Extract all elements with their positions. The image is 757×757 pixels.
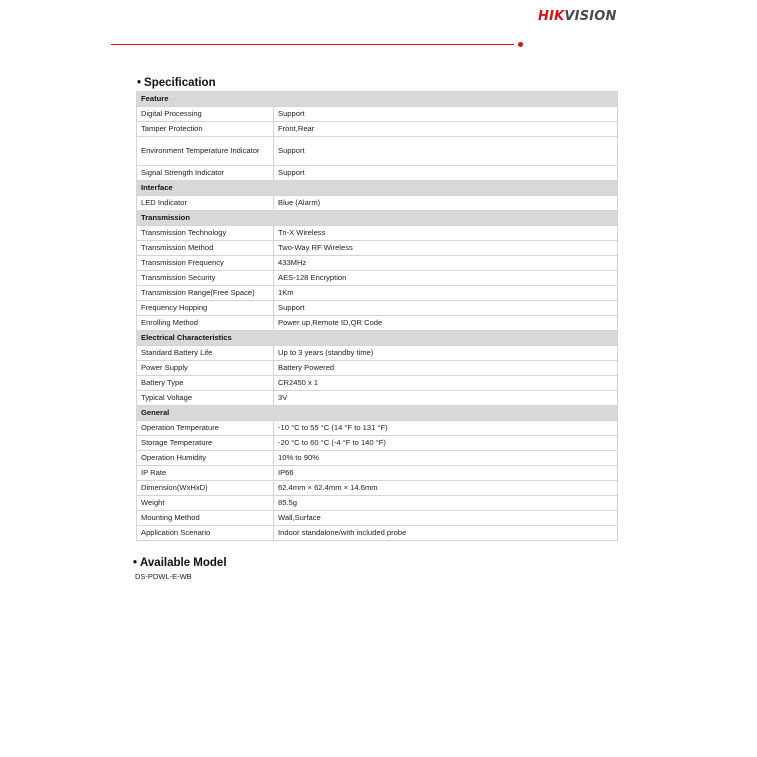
spec-value: Power up,Remote ID,QR Code bbox=[274, 316, 618, 331]
table-row bbox=[137, 346, 618, 361]
spec-label: Weight bbox=[137, 496, 274, 511]
table-row bbox=[137, 226, 618, 241]
spec-value: Support bbox=[274, 166, 618, 181]
table-row bbox=[137, 256, 618, 271]
spec-value: 10% to 90% bbox=[274, 451, 618, 466]
spec-label: Application Scenario bbox=[137, 526, 274, 541]
spec-label: Mounting Method bbox=[137, 511, 274, 526]
table-row bbox=[137, 107, 618, 122]
spec-label: Storage Temperature bbox=[137, 436, 274, 451]
table-row bbox=[137, 481, 618, 496]
spec-value: IP66 bbox=[274, 466, 618, 481]
spec-value: Blue (Alarm) bbox=[274, 196, 618, 211]
spec-value: Support bbox=[274, 301, 618, 316]
table-row bbox=[137, 526, 618, 541]
spec-label: Signal Strength Indicator bbox=[137, 166, 274, 181]
spec-value: Support bbox=[274, 107, 618, 122]
table-row bbox=[137, 511, 618, 526]
spec-value: 433MHz bbox=[274, 256, 618, 271]
spec-label: Digital Processing bbox=[137, 107, 274, 122]
section-header-row bbox=[137, 92, 618, 107]
table-row bbox=[137, 271, 618, 286]
table-row bbox=[137, 361, 618, 376]
table-row bbox=[137, 122, 618, 137]
section-header: Interface bbox=[137, 181, 618, 196]
spec-label: Environment Temperature Indicator bbox=[137, 137, 274, 166]
model-number: DS-PDWL-E-WB bbox=[135, 572, 192, 581]
available-model-heading: • Available Model bbox=[133, 557, 227, 569]
spec-label: Power Supply bbox=[137, 361, 274, 376]
spec-value: Battery Powered bbox=[274, 361, 618, 376]
table-row bbox=[137, 196, 618, 211]
section-header: General bbox=[137, 406, 618, 421]
table-row bbox=[137, 451, 618, 466]
table-row bbox=[137, 241, 618, 256]
table-row bbox=[137, 137, 618, 166]
spec-value: Indoor standalone/with included probe bbox=[274, 526, 618, 541]
spec-value: 1Km bbox=[274, 286, 618, 301]
spec-label: Frequency Hopping bbox=[137, 301, 274, 316]
specification-table bbox=[136, 91, 618, 541]
section-header-row bbox=[137, 211, 618, 226]
spec-value: -20 °C to 60 °C (-4 °F to 140 °F) bbox=[274, 436, 618, 451]
spec-label: Enrolling Method bbox=[137, 316, 274, 331]
section-header-row bbox=[137, 331, 618, 346]
spec-label: LED Indicator bbox=[137, 196, 274, 211]
spec-value: Tri-X Wireless bbox=[274, 226, 618, 241]
spec-label: Transmission Frequency bbox=[137, 256, 274, 271]
table-row bbox=[137, 496, 618, 511]
spec-value: -10 °C to 55 °C (14 °F to 131 °F) bbox=[274, 421, 618, 436]
spec-label: Transmission Method bbox=[137, 241, 274, 256]
header-divider-dot bbox=[518, 42, 523, 47]
spec-label: Tamper Protection bbox=[137, 122, 274, 137]
section-header-row bbox=[137, 406, 618, 421]
spec-value: Front,Rear bbox=[274, 122, 618, 137]
table-row bbox=[137, 466, 618, 481]
spec-value: 85.5g bbox=[274, 496, 618, 511]
spec-label: Standard Battery Life bbox=[137, 346, 274, 361]
spec-value: Up to 3 years (standby time) bbox=[274, 346, 618, 361]
table-row bbox=[137, 436, 618, 451]
spec-label: Battery Type bbox=[137, 376, 274, 391]
spec-label: Typical Voltage bbox=[137, 391, 274, 406]
section-header: Electrical Characteristics bbox=[137, 331, 618, 346]
spec-value: AES-128 Encryption bbox=[274, 271, 618, 286]
spec-label: Transmission Technology bbox=[137, 226, 274, 241]
table-row bbox=[137, 376, 618, 391]
header-divider bbox=[111, 44, 514, 45]
hikvision-logo: HIKVISION bbox=[538, 9, 617, 24]
section-header-row bbox=[137, 181, 618, 196]
table-row bbox=[137, 301, 618, 316]
spec-label: Operation Temperature bbox=[137, 421, 274, 436]
spec-value: CR2450 x 1 bbox=[274, 376, 618, 391]
table-row bbox=[137, 286, 618, 301]
table-row bbox=[137, 421, 618, 436]
table-row bbox=[137, 166, 618, 181]
spec-value: 62.4mm × 62.4mm × 14.6mm bbox=[274, 481, 618, 496]
spec-label: Transmission Security bbox=[137, 271, 274, 286]
spec-value: Wall,Surface bbox=[274, 511, 618, 526]
table-row bbox=[137, 316, 618, 331]
spec-value: 3V bbox=[274, 391, 618, 406]
table-row bbox=[137, 391, 618, 406]
spec-label: Operation Humidity bbox=[137, 451, 274, 466]
spec-label: IP Rate bbox=[137, 466, 274, 481]
specification-heading: • Specification bbox=[137, 77, 216, 89]
section-header: Transmission bbox=[137, 211, 618, 226]
spec-label: Transmission Range(Free Space) bbox=[137, 286, 274, 301]
spec-label: Dimension(WxHxD) bbox=[137, 481, 274, 496]
section-header: Feature bbox=[137, 92, 618, 107]
spec-value: Two-Way RF Wireless bbox=[274, 241, 618, 256]
spec-value: Support bbox=[274, 137, 618, 166]
